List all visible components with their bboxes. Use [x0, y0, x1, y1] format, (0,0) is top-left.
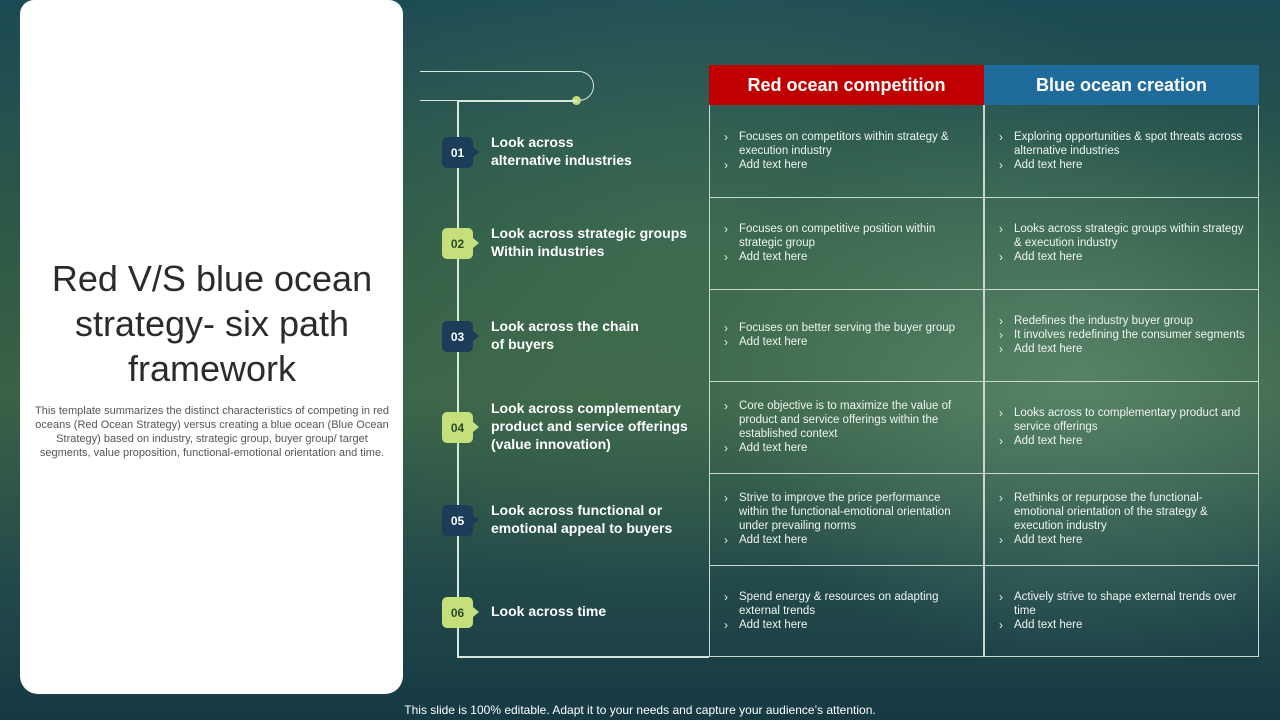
red-ocean-cell [709, 289, 984, 382]
blue-ocean-bullet: › Add text here [999, 342, 1246, 356]
red-ocean-bullet: › Add text here [724, 441, 971, 455]
blue-ocean-bullet: › Actively strive to shape external trends over time [999, 590, 1246, 618]
step-arrow [473, 515, 479, 525]
step-label [491, 133, 705, 169]
slide-title: Red V/S blue ocean strategy- six path framework [51, 258, 373, 389]
step-label-line: alternative industries [491, 152, 632, 168]
red-ocean-bullet: › Strive to improve the price performance within the functional-emotional orientation under prevailing norms [724, 491, 971, 533]
step-arrow [473, 331, 479, 341]
blue-ocean-bullet: › Looks across strategic groups within strategy & execution industry [999, 222, 1246, 250]
step-badge: 04 [442, 412, 473, 443]
timeline-vertical-line [457, 100, 459, 657]
blue-ocean-header: Blue ocean creation [984, 65, 1259, 105]
red-ocean-cell [709, 473, 984, 566]
step-label [491, 602, 705, 620]
step-arrow [473, 607, 479, 617]
step-label-line: (value innovation) [491, 436, 611, 452]
blue-ocean-bullet: › Redefines the industry buyer group [999, 314, 1246, 328]
blue-ocean-cell [984, 289, 1259, 382]
timeline-top-segment [457, 100, 577, 102]
step-badge: 01 [442, 137, 473, 168]
blue-ocean-cell [984, 381, 1259, 474]
blue-ocean-bullet: › Exploring opportunities & spot threats across alternative industries [999, 130, 1246, 158]
step-label-line: Look across strategic groups [491, 225, 688, 241]
step-label-line: Look across [491, 134, 574, 150]
timeline-bottom-line [457, 656, 709, 658]
blue-ocean-bullet: › Looks across to complementary product and service offerings [999, 406, 1246, 434]
blue-ocean-cell [984, 197, 1259, 290]
slide-description: This template summarizes the distinct characteristics of competing in red oceans (Red Ocean Strategy) versus creating a blue ocean (Blue Ocean Strategy) based on industry, strategic group, buyer group/ target segments, value proposition, functional-emotional orientation and time. [35, 405, 389, 459]
red-ocean-cell [709, 197, 984, 290]
step-label-line: of buyers [491, 336, 555, 352]
step-label [491, 399, 705, 453]
step-label-line: emotional appeal to buyers [491, 520, 673, 536]
step-label-line: product and service offerings [491, 418, 688, 434]
step-badge: 06 [442, 597, 473, 628]
red-ocean-cell [709, 565, 984, 657]
red-ocean-cell [709, 381, 984, 474]
blue-ocean-bullet: › Add text here [999, 158, 1246, 172]
blue-ocean-bullet: › Add text here [999, 618, 1246, 632]
step-label-line: Look across the chain [491, 318, 639, 334]
blue-ocean-cell [984, 105, 1259, 198]
footer-note: This slide is 100% editable. Adapt it to your needs and capture your audience’s attention. [404, 703, 876, 717]
red-ocean-bullet: › Add text here [724, 335, 971, 349]
step-label [491, 317, 705, 353]
timeline-curve [420, 71, 594, 101]
step-badge: 03 [442, 321, 473, 352]
red-ocean-bullet: › Add text here [724, 250, 971, 264]
step-badge: 05 [442, 505, 473, 536]
step-label-line: Look across time [491, 603, 607, 619]
red-ocean-bullet: › Add text here [724, 158, 971, 172]
blue-ocean-cell [984, 473, 1259, 566]
step-badge: 02 [442, 228, 473, 259]
blue-ocean-bullet: › It involves redefining the consumer segments [999, 328, 1246, 342]
blue-ocean-bullet: › Add text here [999, 434, 1246, 448]
step-label [491, 501, 705, 537]
red-ocean-bullet: › Focuses on better serving the buyer group [724, 321, 971, 335]
red-ocean-header: Red ocean competition [709, 65, 984, 105]
step-arrow [473, 238, 479, 248]
step-label-line: Within industries [491, 243, 605, 259]
blue-ocean-bullet: › Rethinks or repurpose the functional-emotional orientation of the strategy & execution industry [999, 491, 1246, 533]
red-ocean-cell [709, 105, 984, 198]
step-label-line: Look across complementary [491, 400, 681, 416]
step-arrow [473, 422, 479, 432]
step-label-line: Look across functional or [491, 502, 663, 518]
red-ocean-bullet: › Add text here [724, 533, 971, 547]
blue-ocean-bullet: › Add text here [999, 250, 1246, 264]
red-ocean-bullet: › Focuses on competitors within strategy & execution industry [724, 130, 971, 158]
red-ocean-bullet: › Core objective is to maximize the value of product and service offerings within the established context [724, 399, 971, 441]
step-label [491, 224, 705, 260]
step-arrow [473, 147, 479, 157]
red-ocean-bullet: › Spend energy & resources on adapting external trends [724, 590, 971, 618]
red-ocean-bullet: › Add text here [724, 618, 971, 632]
blue-ocean-cell [984, 565, 1259, 657]
red-ocean-bullet: › Focuses on competitive position within strategic group [724, 222, 971, 250]
blue-ocean-bullet: › Add text here [999, 533, 1246, 547]
